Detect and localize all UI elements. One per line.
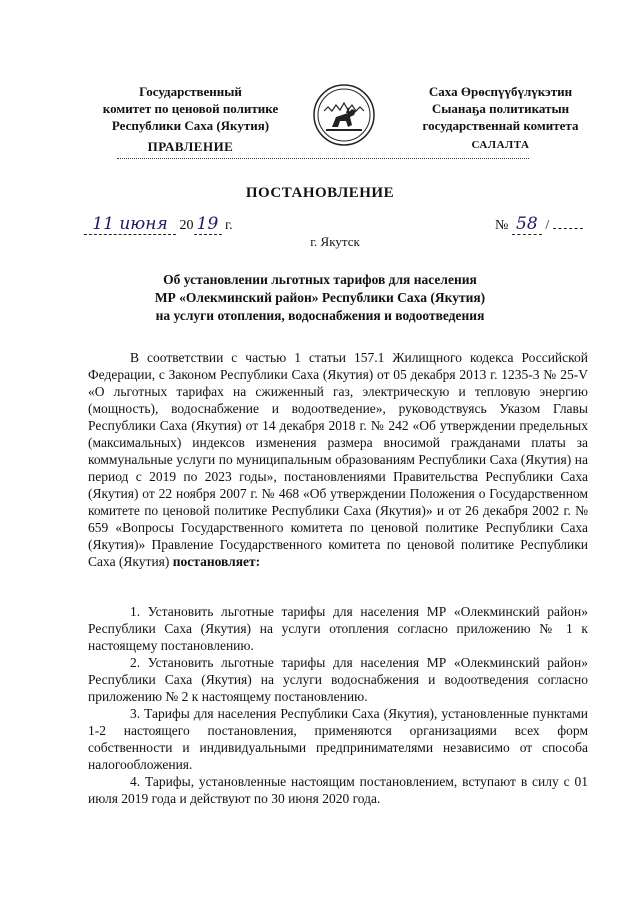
agency-name-line: Государственный bbox=[139, 84, 242, 99]
preamble-text: В соответствии с частью 1 статьи 157.1 Жилищного кодекса Российской Федерации, с Законом Республики Саха (Якутия) от 05 декабря 2013 г. 1235-3 № 25-V «О льготных тарифах на сжиженный газ, электрическую и тепловую энергию (мощность), водоснабжение и водоотведение», руководствуясь Указом Главы Республики Саха (Якутия) от 14 декабря 2018 г. № 242 «Об утверждении предельных (максимальных) индексов изменения размера вносимой гражданами платы за коммунальные услуги по муниципальным образованиям Республики Саха (Якутия) на период с 2019 по 2023 годы», постановлениями Правительства Республики Саха (Якутия) от 22 ноября 2007 г. № 468 «Об утверждении Положения о Государственном комитете по ценовой политике Республики Саха (Якутия)» и от 26 декабря 2002 г. № 659 «Вопросы Государственного комитета по ценовой политике Республики Саха (Якутия)» Правление Государственного комитета по ценовой политике Республики Саха (Якутия) bbox=[88, 350, 588, 569]
agency-name-line: комитет по ценовой политике bbox=[102, 101, 279, 116]
date-year-prefix: 20 bbox=[179, 218, 194, 233]
subject-line: на услуги отопления, водоснабжения и водоотведения bbox=[155, 308, 485, 323]
number-separator: / bbox=[545, 218, 550, 233]
agency-name-line: Саха Өрөспүүбүлүкэтин bbox=[428, 84, 573, 99]
document-city: г. Якутск bbox=[310, 234, 360, 249]
preamble-paragraph bbox=[88, 349, 588, 570]
resolution-items bbox=[88, 603, 588, 807]
document-date bbox=[84, 214, 233, 235]
agency-name-yakut bbox=[398, 83, 603, 134]
document-subject bbox=[88, 271, 552, 325]
subject-line: Об установлении льготных тарифов для населения bbox=[163, 272, 477, 287]
number-handwritten: 58 bbox=[512, 214, 542, 235]
agency-name-russian bbox=[88, 83, 293, 134]
number-prefix: № bbox=[495, 218, 509, 233]
date-year-handwritten: 19 bbox=[194, 214, 222, 235]
agency-name-line: государственнай комитета bbox=[422, 118, 579, 133]
resolution-verb: постановляет: bbox=[172, 554, 261, 569]
document-title: ПОСТАНОВЛЕНИЕ bbox=[245, 185, 395, 201]
resolution-item: 3. Тарифы для населения Республики Саха (Якутия), установленные пунктами 1-2 настоящего постановления, применяются организациями всех форм собственности и индивидуальными предпринимателями независимо от способа налогообложения. bbox=[88, 706, 588, 772]
resolution-item: 2. Установить льготные тарифы для населения МР «Олекминский район» Республики Саха (Якутия) на услуги водоснабжения и водоотведения согласно приложению № 2 к настоящему постановлению. bbox=[88, 655, 588, 704]
board-label-russian: ПРАВЛЕНИЕ bbox=[147, 139, 234, 154]
resolution-item: 4. Тарифы, установленные настоящим постановлением, вступают в силу с 01 июля 2019 года и действуют по 30 июня 2020 года. bbox=[88, 774, 588, 806]
coat-of-arms-icon bbox=[312, 83, 376, 147]
header-divider bbox=[117, 158, 529, 159]
date-day-handwritten: 11 июня bbox=[84, 214, 176, 235]
document-number bbox=[495, 214, 583, 235]
agency-name-line: Сыанаҕа политикатын bbox=[431, 101, 570, 116]
board-label-yakut: САЛАЛТА bbox=[471, 139, 530, 151]
date-unit: г. bbox=[225, 218, 233, 233]
agency-name-line: Республики Саха (Якутия) bbox=[111, 118, 270, 133]
number-suffix-blank bbox=[553, 228, 583, 229]
resolution-item: 1. Установить льготные тарифы для населения МР «Олекминский район» Республики Саха (Якутия) на услуги отопления согласно приложению № 1 к настоящему постановлению. bbox=[88, 604, 588, 653]
subject-line: МР «Олекминский район» Республики Саха (Якутия) bbox=[154, 290, 486, 305]
preamble bbox=[88, 349, 588, 570]
